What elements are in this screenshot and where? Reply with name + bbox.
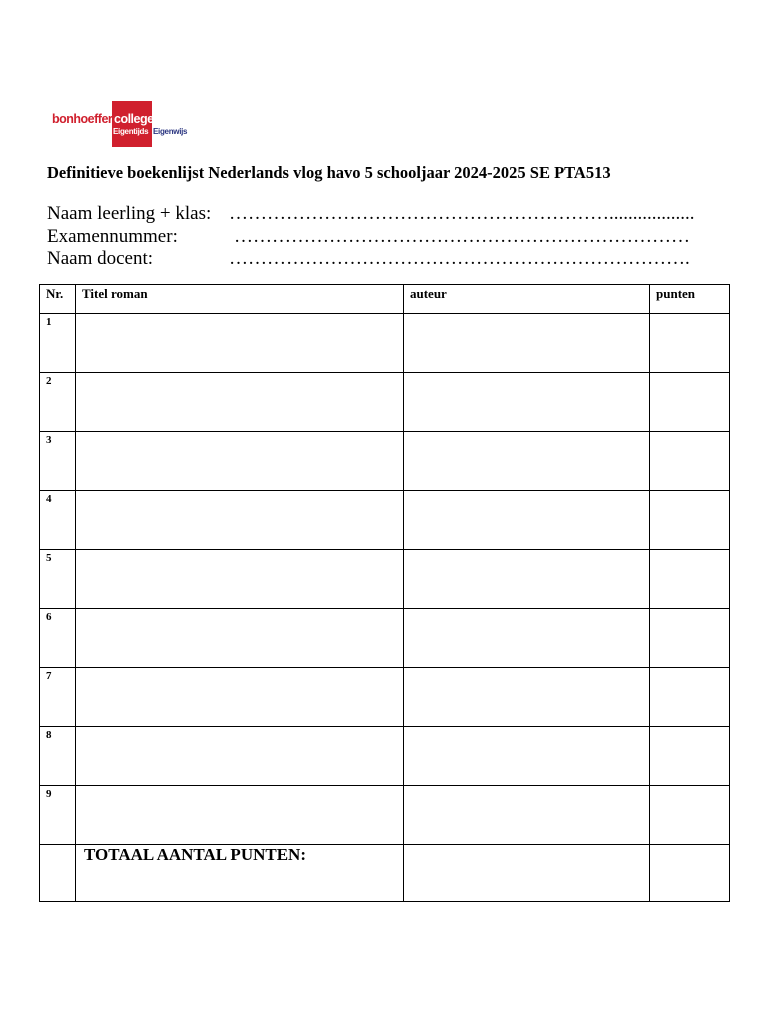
student-name-class-field[interactable] — [47, 203, 695, 225]
table-row — [40, 609, 730, 668]
titel-cell[interactable] — [76, 314, 404, 373]
table-row — [40, 432, 730, 491]
punten-cell[interactable] — [650, 373, 730, 432]
row-number: 2 — [40, 373, 76, 432]
logo-text-college: college — [114, 112, 154, 126]
punten-cell[interactable] — [650, 786, 730, 845]
titel-cell[interactable] — [76, 786, 404, 845]
table-row — [40, 786, 730, 845]
auteur-cell[interactable] — [404, 314, 650, 373]
exam-number-field[interactable] — [47, 226, 690, 248]
punten-cell[interactable] — [650, 314, 730, 373]
table-row — [40, 491, 730, 550]
titel-cell[interactable] — [76, 373, 404, 432]
table-row — [40, 550, 730, 609]
teacher-name-label: Naam docent: — [47, 248, 154, 269]
student-name-class-dotted-line[interactable]: …………………………………………………….................. — [229, 203, 695, 224]
logo-text-eigenwijs: Eigenwijs — [153, 127, 188, 136]
auteur-cell[interactable] — [404, 373, 650, 432]
auteur-cell[interactable] — [404, 491, 650, 550]
punten-cell[interactable] — [650, 727, 730, 786]
document-title: Definitieve boekenlijst Nederlands vlog havo 5 schooljaar 2024-2025 SE PTA513 — [47, 163, 611, 182]
auteur-cell[interactable] — [404, 727, 650, 786]
row-number: 5 — [40, 550, 76, 609]
punten-cell[interactable] — [650, 550, 730, 609]
school-logo — [50, 101, 195, 147]
total-row — [40, 845, 730, 902]
row-number: 1 — [40, 314, 76, 373]
teacher-name-dotted-line[interactable]: ………………………………………………………………. — [229, 248, 690, 269]
punten-cell[interactable] — [650, 668, 730, 727]
logo-text-eigentijds: Eigentijds — [113, 127, 149, 136]
book-list-table — [39, 284, 730, 902]
table-row — [40, 314, 730, 373]
total-nr-cell — [40, 845, 76, 902]
punten-cell[interactable] — [650, 609, 730, 668]
teacher-name-field[interactable] — [47, 248, 690, 270]
titel-cell[interactable] — [76, 727, 404, 786]
header-titel-roman: Titel roman — [76, 285, 404, 314]
row-number: 4 — [40, 491, 76, 550]
row-number: 6 — [40, 609, 76, 668]
auteur-cell[interactable] — [404, 432, 650, 491]
auteur-cell[interactable] — [404, 609, 650, 668]
auteur-cell[interactable] — [404, 786, 650, 845]
header-auteur: auteur — [404, 285, 650, 314]
titel-cell[interactable] — [76, 668, 404, 727]
total-points-label: TOTAAL AANTAL PUNTEN: — [76, 845, 404, 902]
table-row — [40, 727, 730, 786]
auteur-cell[interactable] — [404, 668, 650, 727]
student-name-class-label: Naam leerling + klas: — [47, 203, 212, 224]
exam-number-dotted-line[interactable]: ……………………………………………………………… — [234, 226, 690, 247]
titel-cell[interactable] — [76, 432, 404, 491]
row-number: 9 — [40, 786, 76, 845]
punten-cell[interactable] — [650, 432, 730, 491]
punten-cell[interactable] — [650, 491, 730, 550]
auteur-cell[interactable] — [404, 550, 650, 609]
header-nr: Nr. — [40, 285, 76, 314]
total-punten-cell[interactable] — [650, 845, 730, 902]
table-header-row — [40, 285, 730, 314]
titel-cell[interactable] — [76, 550, 404, 609]
exam-number-label: Examennummer: — [47, 226, 178, 247]
total-auteur-cell[interactable] — [404, 845, 650, 902]
titel-cell[interactable] — [76, 491, 404, 550]
logo-text-bonhoeffer: bonhoeffer — [52, 112, 113, 126]
row-number: 7 — [40, 668, 76, 727]
row-number: 8 — [40, 727, 76, 786]
table-row — [40, 373, 730, 432]
header-punten: punten — [650, 285, 730, 314]
table-row — [40, 668, 730, 727]
titel-cell[interactable] — [76, 609, 404, 668]
row-number: 3 — [40, 432, 76, 491]
